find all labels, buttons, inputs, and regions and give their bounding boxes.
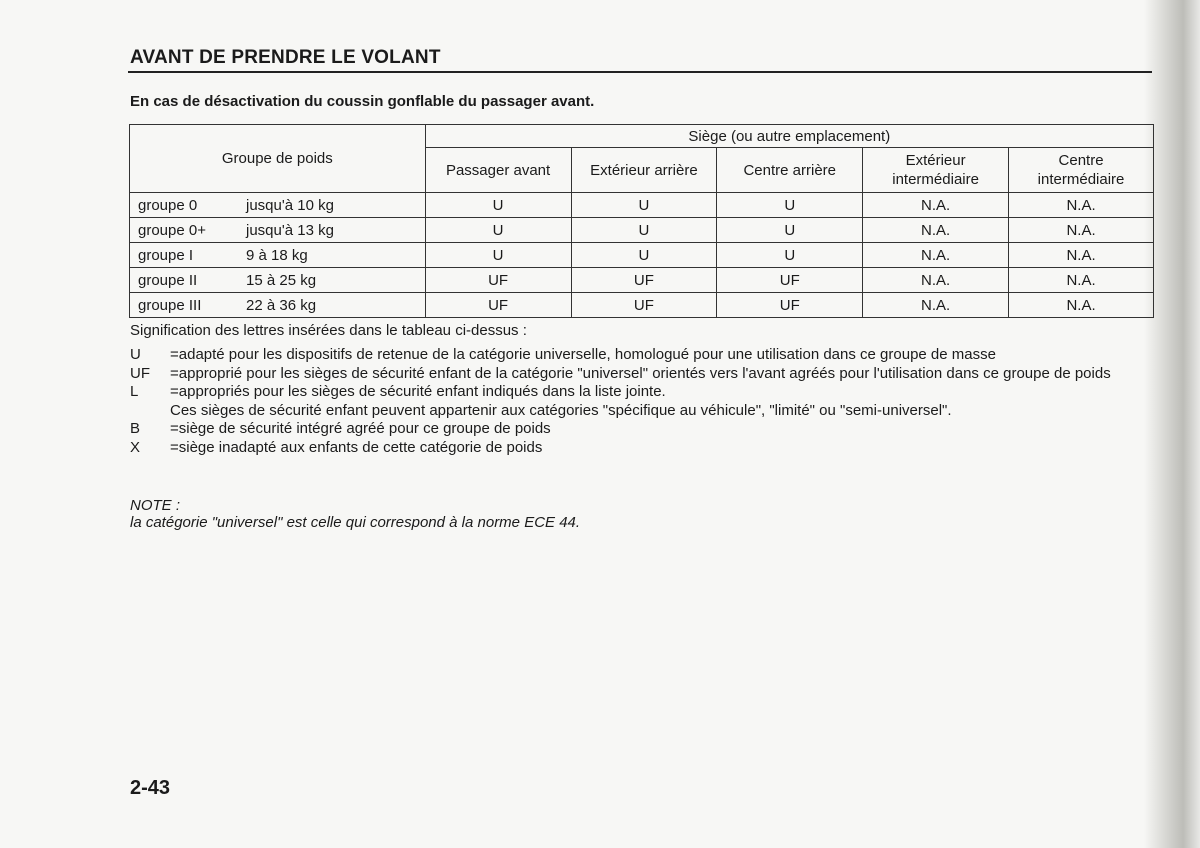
group-weight: jusqu'à 10 kg <box>246 196 334 214</box>
group-weight: jusqu'à 13 kg <box>246 221 334 239</box>
table-cell: UF <box>425 268 571 293</box>
table-cell: N.A. <box>1009 193 1154 218</box>
table-row <box>130 268 1154 293</box>
weight-group-header: Groupe de poids <box>130 125 426 193</box>
page-number: 2-43 <box>130 777 171 799</box>
legend-item <box>130 383 1158 402</box>
group-name: groupe III <box>138 296 202 314</box>
table-cell: U <box>571 218 717 243</box>
group-name: groupe 0 <box>138 196 198 214</box>
legend-intro: Signification des lettres insérées dans le tableau ci-dessus : <box>130 322 527 339</box>
table-cell: N.A. <box>1009 243 1154 268</box>
table-header-row <box>130 125 1154 148</box>
table-cell: N.A. <box>863 218 1009 243</box>
group-name: groupe I <box>138 246 194 264</box>
legend-text: =siège de sécurité intégré agréé pour ce groupe de poids <box>170 420 551 437</box>
column-header: Centre intermédiaire <box>1009 148 1154 193</box>
table-cell: N.A. <box>863 268 1009 293</box>
table-cell: N.A. <box>863 243 1009 268</box>
table-cell: UF <box>425 293 571 318</box>
column-header: Extérieur intermédiaire <box>863 148 1009 193</box>
child-seat-table <box>129 124 1154 318</box>
group-weight: 15 à 25 kg <box>246 271 317 289</box>
table-cell: N.A. <box>1009 268 1154 293</box>
legend-key: X <box>130 438 141 456</box>
table-cell: N.A. <box>863 193 1009 218</box>
table-row <box>130 193 1154 218</box>
legend-text: =adapté pour les dispositifs de retenue de la catégorie universelle, homologué pour une utilisation dans ce groupe de masse <box>170 346 996 363</box>
weight-group-cell <box>130 218 426 243</box>
table-cell: U <box>717 193 863 218</box>
table-row <box>130 218 1154 243</box>
legend-key <box>130 402 170 421</box>
legend-item <box>130 402 1158 421</box>
table-cell: U <box>717 218 863 243</box>
table-cell: N.A. <box>1009 293 1154 318</box>
weight-group-cell <box>130 268 426 293</box>
table-cell: UF <box>717 268 863 293</box>
legend-item <box>130 346 1158 365</box>
legend-text: =appropriés pour les sièges de sécurité enfant indiqués dans la liste jointe. <box>170 383 666 400</box>
group-weight: 22 à 36 kg <box>246 296 317 314</box>
legend-item <box>130 420 1158 439</box>
table-cell: UF <box>717 293 863 318</box>
legend-key: L <box>130 383 139 400</box>
column-header: Passager avant <box>425 148 571 193</box>
page-header-title: AVANT DE PRENDRE LE VOLANT <box>130 47 441 68</box>
legend-key: U <box>130 346 141 363</box>
table-cell: U <box>425 218 571 243</box>
table-cell: N.A. <box>1009 218 1154 243</box>
table-cell: UF <box>571 293 717 318</box>
note-text: la catégorie "universel" est celle qui correspond à la norme ECE 44. <box>130 514 581 531</box>
table-cell: U <box>717 243 863 268</box>
column-header: Centre arrière <box>717 148 863 193</box>
legend-text: Ces sièges de sécurité enfant peuvent appartenir aux catégories "spécifique au véhicule", "limité" ou "semi-universel". <box>170 401 952 419</box>
group-name: groupe II <box>138 271 198 289</box>
column-header: Extérieur arrière <box>571 148 717 193</box>
legend-item <box>130 439 1158 458</box>
table-cell: N.A. <box>863 293 1009 318</box>
weight-group-cell <box>130 293 426 318</box>
table-cell: U <box>425 193 571 218</box>
table-row <box>130 243 1154 268</box>
group-name: groupe 0+ <box>138 221 206 239</box>
legend-list <box>130 346 1158 457</box>
table-cell: U <box>571 193 717 218</box>
section-title: En cas de désactivation du coussin gonflable du passager avant. <box>130 93 595 110</box>
table-cell: UF <box>571 268 717 293</box>
legend-text: =approprié pour les sièges de sécurité enfant de la catégorie "universel" orientés vers l'avant agréés pour l'utilisation dans ce groupe de poids <box>170 364 1111 382</box>
note-label: NOTE : <box>130 497 181 514</box>
legend-text: =siège inadapté aux enfants de cette catégorie de poids <box>170 438 543 456</box>
header-divider <box>128 71 1152 73</box>
legend-key: B <box>130 420 141 437</box>
weight-group-cell <box>130 193 426 218</box>
legend-item <box>130 365 1158 384</box>
table-cell: U <box>571 243 717 268</box>
group-weight: 9 à 18 kg <box>246 246 308 264</box>
table-row <box>130 293 1154 318</box>
table-cell: U <box>425 243 571 268</box>
legend-key: UF <box>130 364 150 382</box>
seat-position-header: Siège (ou autre emplacement) <box>425 125 1153 148</box>
weight-group-cell <box>130 243 426 268</box>
